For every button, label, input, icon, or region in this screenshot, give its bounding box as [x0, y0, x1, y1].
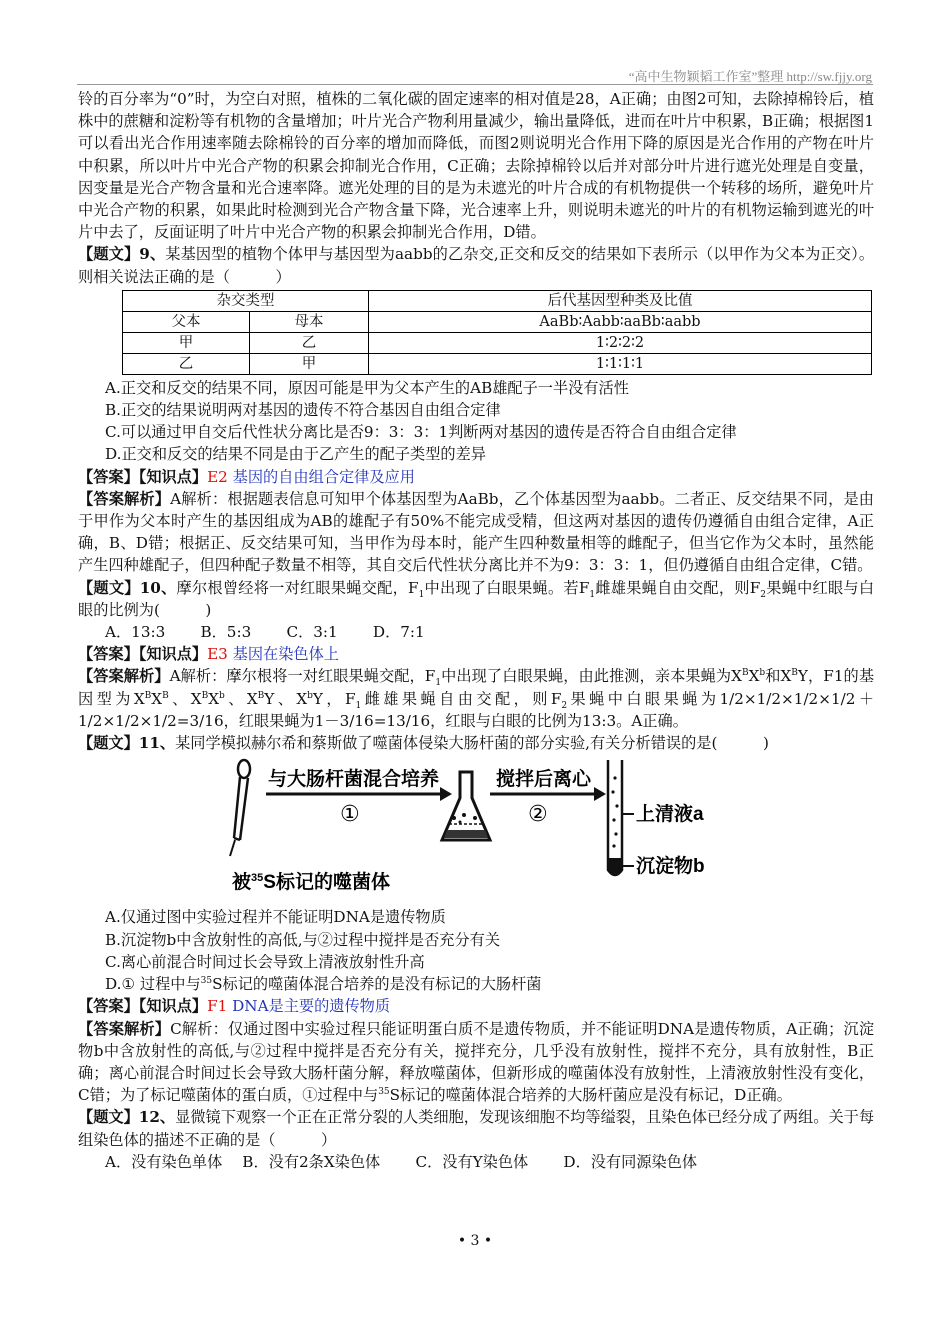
q9-table [122, 290, 872, 375]
q9-option-a: A.正交和反交的结果不同，原因可能是甲为父本产生的AB雄配子一半没有活性 [105, 378, 629, 397]
q9-answer-line: 【答案】【知识点】E2 基因的自由组合定律及应用 [78, 467, 415, 486]
q9-stem: 【题文】9、某基因型的植物个体甲与基因型为aabb的乙杂交,正交和反交的结果如下表所示（以甲作为父本为正交）。则相关说法正确的是（ ） [78, 245, 875, 286]
q10-options: A．13:3 B．5:3 C．3:1 D．7:1 [105, 623, 425, 642]
q10-answer-line: 【答案】【知识点】E3 基因在染色体上 [78, 645, 339, 664]
q12-options: A．没有染色单体 B．没有2条X染色体 C．没有Y染色体 D．没有同源染色体 [105, 1152, 698, 1171]
pipette-icon [230, 760, 250, 856]
step1-number: ① [340, 802, 360, 828]
q11-option-d: D.① 过程中与$^{35}$S标记的噬菌体混合培养的是没有标记的大肠杆菌 [105, 975, 542, 994]
q12-stem: 【题文】12、显微镜下观察一个正在正常分裂的人类细胞，发现该细胞不均等缢裂，且染色体已经分成了两组。关于每组染色体的描述不正确的是（ ） [78, 1108, 875, 1149]
table-row: 甲 乙 1∶2∶2∶2 [123, 332, 872, 353]
q11-option-a: A.仅通过图中实验过程并不能证明DNA是遗传物质 [105, 908, 446, 927]
page-number: • 3 • [457, 1233, 493, 1249]
page-content [78, 88, 874, 1173]
page-header: “高中生物颖韬工作室”整理 http://sw.fjjy.org [628, 69, 872, 84]
intro-paragraph: 铃的百分率为“0”时，为空白对照，植株的二氧化碳的固定速率的相对值是28，A正确；由图2可知，去除掉棉铃后，植株中的蔗糖和淀粉等有机物的含量增加；叶片光合产物利用量减少，输出量降低，进而在叶片中积累，B正确；根据图1可以看出光合作用速率随去除棉铃的百分率的增加而降低，而图2则说明光合作用下降的原因是光合作用的产物在叶片中积累，所以叶片中光合产物的积累会抑制光合作用，C正确；去除掉棉铃以后并对部分叶片进行遮光处理是自变量，因变量是光合产物含量和光合速率降。遮光处理的目的是为未遮光的叶片合成的有机物提供一个转移的场所，避免叶片中光合产物的积累，如果此时检测到光合产物含量下降，光合速率上升，则说明未遮光的叶片的有机物运输到遮光的叶片中去了，反面证明了叶片中光合产物的积累会抑制光合作用，D错。 [78, 90, 874, 242]
q11-answer-line: 【答案】【知识点】F1 DNA是主要的遗传物质 [78, 997, 391, 1016]
header-rule [77, 84, 873, 85]
label-pellet-b: 沉淀物b [636, 856, 705, 878]
step1-label: 与大肠杆菌混合培养 [268, 769, 440, 791]
step2-number: ② [528, 802, 548, 828]
phage-experiment-diagram [228, 758, 728, 898]
q11-option-b: B.沉淀物b中含放射性的高低,与②过程中搅拌是否充分有关 [105, 930, 501, 949]
flask-icon [442, 772, 490, 840]
arrow-1-head [440, 787, 452, 801]
q9-analysis: 【答案解析】A解析：根据题表信息可知甲个体基因型为AaBb，乙个体基因型为aabb。二者正、反交结果不同，是由于甲作为父本时产生的基因组成为AB的雄配子有50%不能完成受精，但这两对基因的遗传仍遵循自由组合定律，A正确，B、D错；根据正、反交结果可知，当甲作为母本时，能产生四种数量相等的雌配子，但当它作为父本时，虽然能产生四种雄配子，但四种配子数量不相等，其自交后代性状分离比并不为9：3：3：1，但仍遵循自由组合定律，C错。 [78, 489, 874, 575]
table-row: 乙 甲 1∶1∶1∶1 [123, 353, 872, 374]
q9-option-d: D.正交和反交的结果不同是由于乙产生的配子类型的差异 [105, 445, 486, 464]
q9-option-b: B.正交的结果说明两对基因的遗传不符合基因自由组合定律 [105, 401, 501, 420]
q11-option-c: C.离心前混合时间过长会导致上清液放射性升高 [105, 952, 425, 971]
table-header-mother: 母本 [250, 311, 369, 332]
table-header-father: 父本 [123, 311, 250, 332]
table-header-cross-type: 杂交类型 [123, 290, 369, 311]
q11-analysis: 【答案解析】C解析：仅通过图中实验过程只能证明蛋白质不是遗传物质，并不能证明DNA是遗传物质，A正确；沉淀物b中含放射性的高低,与②过程中搅拌是否充分有关，搅拌充分，几乎没有放射性，搅拌不充分，具有放射性，B正确；离心前混合时间过长会导致大肠杆菌分解，释放噬菌体，但新形成的噬菌体没有放射性，上清液放射性没有变化，C错；为了标记噬菌体的蛋白质，①过程中与$^{35}$S标记的噬菌体混合培养的大肠杆菌应是没有标记，D正确。 [78, 1019, 875, 1105]
table-header-offspring: 后代基因型种类及比值 [369, 290, 872, 311]
table-header-genotypes: AaBb∶Aabb∶aaBb∶aabb [369, 311, 872, 332]
q10-stem: 【题文】10、摩尔根曾经将一对红眼果蝇交配，$F_1$中出现了白眼果蝇。若$F_1$雌雄果蝇自由交配，则$F_2$果蝇中红眼与白眼的比例为( ) [78, 578, 875, 619]
q10-analysis: 【答案解析】A解析：摩尔根将一对红眼果蝇交配，$F_1$中出现了白眼果蝇，由此推测，亲本果蝇为$X^BX^b$和$X^BY$，F1的基因型为$X^BX^B$、$X^BX^b$、$X^BY$、$X^bY$，$F_1$雌雄果蝇自由交配，则$F_2$果蝇中白眼果蝇为1/2×1/2×1/2×1/2＋1/2×1/2×1/2=3/16，红眼果蝇为1－3/16=13/16，红眼与白眼的比例为13:3。A正确。 [78, 667, 875, 730]
q11-stem: 【题文】11、某同学模拟赫尔希和蔡斯做了噬菌体侵染大肠杆菌的部分实验,有关分析错误的是( ) [78, 734, 769, 753]
step2-label: 搅拌后离心 [496, 769, 592, 791]
label-supernatant-a: 上清液a [636, 804, 704, 826]
q9-option-c: C.可以通过甲自交后代性状分离比是否9：3：3：1判断两对基因的遗传是否符合自由组合定律 [105, 423, 737, 442]
label-labeled-phage: 被$^{35}$S标记的噬菌体 [232, 872, 390, 894]
centrifuge-tube-icon [608, 760, 634, 875]
arrow-2-head [594, 787, 606, 801]
